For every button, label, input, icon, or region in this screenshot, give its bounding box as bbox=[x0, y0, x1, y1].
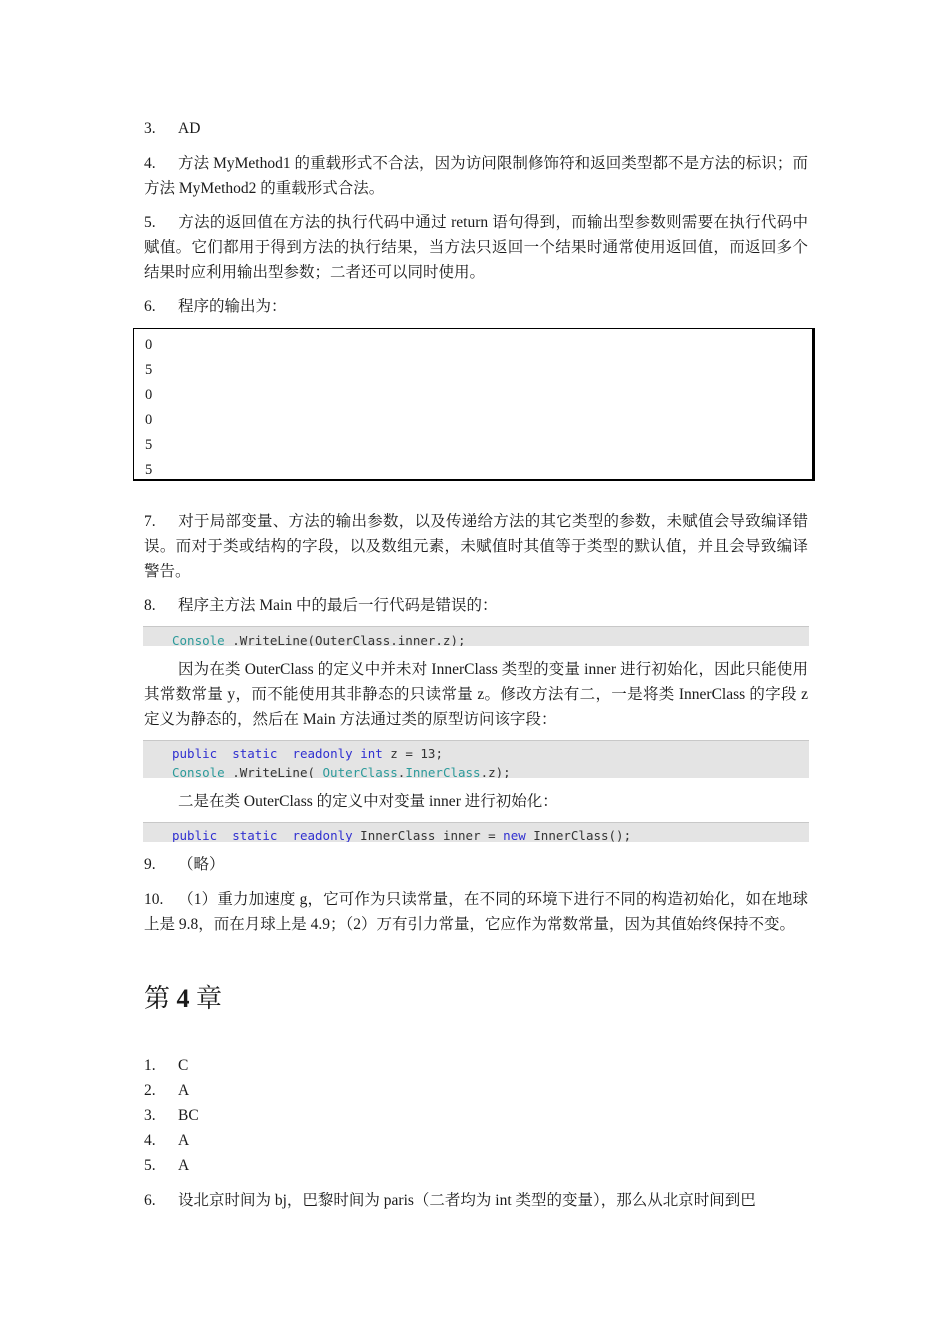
chapter-heading bbox=[144, 982, 222, 1016]
answer-number: 4. bbox=[144, 155, 156, 172]
chapter4-answer-5 bbox=[144, 1153, 189, 1178]
chapter4-answer-6 bbox=[144, 1188, 808, 1213]
answer-text: BC bbox=[178, 1107, 199, 1124]
answer-number: 5. bbox=[144, 214, 156, 231]
code-keyword-token: static bbox=[232, 828, 278, 842]
code-type-token: Console bbox=[172, 633, 225, 646]
code-text-token: . bbox=[397, 765, 406, 778]
code-keyword-token: readonly bbox=[292, 828, 353, 842]
answer-6 bbox=[144, 294, 808, 319]
answer-number: 6. bbox=[144, 1192, 156, 1209]
answer-text: 设北京时间为 bj，巴黎时间为 paris（二者均为 int 类型的变量），那么从北京时间到巴 bbox=[178, 1192, 756, 1209]
answer-text: A bbox=[178, 1157, 190, 1174]
answer-number: 5. bbox=[144, 1157, 156, 1174]
answer-text: （1）重力加速度 g，它可作为只读常量，在不同的环境下进行不同的构造初始化，如在地球上是 9.8，而在月球上是 4.9；（2）万有引力常量，它应作为常数常量，因为其值始终保持不变。 bbox=[144, 891, 808, 933]
chapter4-answer-4 bbox=[144, 1128, 189, 1153]
answer-8 bbox=[144, 593, 808, 618]
chapter4-answer-1 bbox=[144, 1053, 188, 1078]
code-block-fix-two bbox=[143, 822, 809, 842]
answer-number: 4. bbox=[144, 1132, 156, 1149]
answer-4 bbox=[144, 151, 808, 201]
answer-text: 方法 MyMethod1 的重载形式不合法，因为访问限制修饰符和返回类型都不是方法的标识；而方法 MyMethod2 的重载形式合法。 bbox=[144, 155, 808, 197]
answer-number: 7. bbox=[144, 513, 156, 530]
answer-number: 10. bbox=[144, 891, 164, 908]
answer-7 bbox=[144, 509, 808, 584]
output-line: 5 bbox=[145, 437, 153, 453]
code-line bbox=[172, 633, 466, 646]
code-text-token: InnerClass(); bbox=[525, 828, 632, 842]
code-keyword-token: readonly bbox=[292, 746, 353, 761]
answer-text: 程序主方法 Main 中的最后一行代码是错误的： bbox=[178, 597, 498, 614]
code-keyword-token: public bbox=[172, 828, 218, 842]
answer-text: 程序的输出为： bbox=[178, 298, 287, 315]
code-line bbox=[172, 765, 511, 778]
answer-text: A bbox=[178, 1132, 190, 1149]
code-type-token: InnerClass bbox=[405, 765, 481, 778]
answer-text: 方法的返回值在方法的执行代码中通过 return 语句得到，而输出型参数则需要在执行代码中赋值。它们都用于得到方法的执行结果，当方法只返回一个结果时通常使用返回值，而返回多个结果时应利用输出型参数；二者还可以同时使用。 bbox=[144, 214, 808, 281]
output-line: 0 bbox=[145, 337, 153, 353]
answer-number: 1. bbox=[144, 1057, 156, 1074]
answer-8-second-fix: 二是在类 OuterClass 的定义中对变量 inner 进行初始化： bbox=[178, 793, 558, 810]
code-text-token: InnerClass inner = bbox=[352, 828, 504, 842]
code-keyword-token: static bbox=[232, 746, 278, 761]
code-text-token: .WriteLine( bbox=[224, 765, 323, 778]
answer-3 bbox=[144, 116, 808, 141]
code-keyword-token: new bbox=[503, 828, 526, 842]
code-block-error-line bbox=[143, 626, 809, 646]
answer-5 bbox=[144, 210, 808, 285]
code-keyword-token: public bbox=[172, 746, 218, 761]
output-line: 5 bbox=[145, 462, 153, 478]
chapter-suffix: 章 bbox=[189, 984, 223, 1013]
answer-10 bbox=[144, 887, 808, 937]
answer-number: 3. bbox=[144, 120, 156, 137]
chapter4-answer-3 bbox=[144, 1103, 199, 1128]
answer-text: C bbox=[178, 1057, 189, 1074]
answer-text: （略） bbox=[178, 856, 225, 873]
code-keyword-token: int bbox=[360, 746, 383, 761]
code-text-token: .z); bbox=[480, 765, 511, 778]
answer-8-explanation: 因为在类 OuterClass 的定义中并未对 InnerClass 类型的变量 inner 进行初始化，因此只能使用其常数常量 y，而不能使用其非静态的只读常量 z。修改方法有二，一是将类 InnerClass 的字段 z 定义为静态的，然后在 Main 方法通过类的原型访问该字段： bbox=[144, 661, 808, 728]
code-text-token: .WriteLine(OuterClass.inner.z); bbox=[224, 633, 466, 646]
answer-number: 2. bbox=[144, 1082, 156, 1099]
code-type-token: OuterClass bbox=[322, 765, 398, 778]
output-line: 0 bbox=[145, 387, 153, 403]
chapter-number: 4 bbox=[176, 984, 190, 1013]
code-line bbox=[172, 746, 443, 762]
answer-number: 8. bbox=[144, 597, 156, 614]
answer-text: 对于局部变量、方法的输出参数，以及传递给方法的其它类型的参数，未赋值会导致编译错误。而对于类或结构的字段，以及数组元素，未赋值时其值等于类型的默认值，并且会导致编译警告。 bbox=[144, 513, 808, 580]
code-text-token: z = 13; bbox=[382, 746, 443, 761]
answer-text: AD bbox=[178, 120, 201, 137]
answer-text: A bbox=[178, 1082, 190, 1099]
chapter-prefix: 第 bbox=[144, 984, 177, 1013]
answer-number: 6. bbox=[144, 298, 156, 315]
answer-number: 9. bbox=[144, 856, 156, 873]
code-block-fix-one bbox=[143, 740, 809, 778]
program-output-box bbox=[133, 328, 815, 481]
answer-number: 3. bbox=[144, 1107, 156, 1124]
chapter4-answer-2 bbox=[144, 1078, 189, 1103]
answer-9 bbox=[144, 852, 808, 877]
code-type-token: Console bbox=[172, 765, 225, 778]
code-line bbox=[172, 828, 631, 842]
output-line: 5 bbox=[145, 362, 153, 378]
output-line: 0 bbox=[145, 412, 153, 428]
